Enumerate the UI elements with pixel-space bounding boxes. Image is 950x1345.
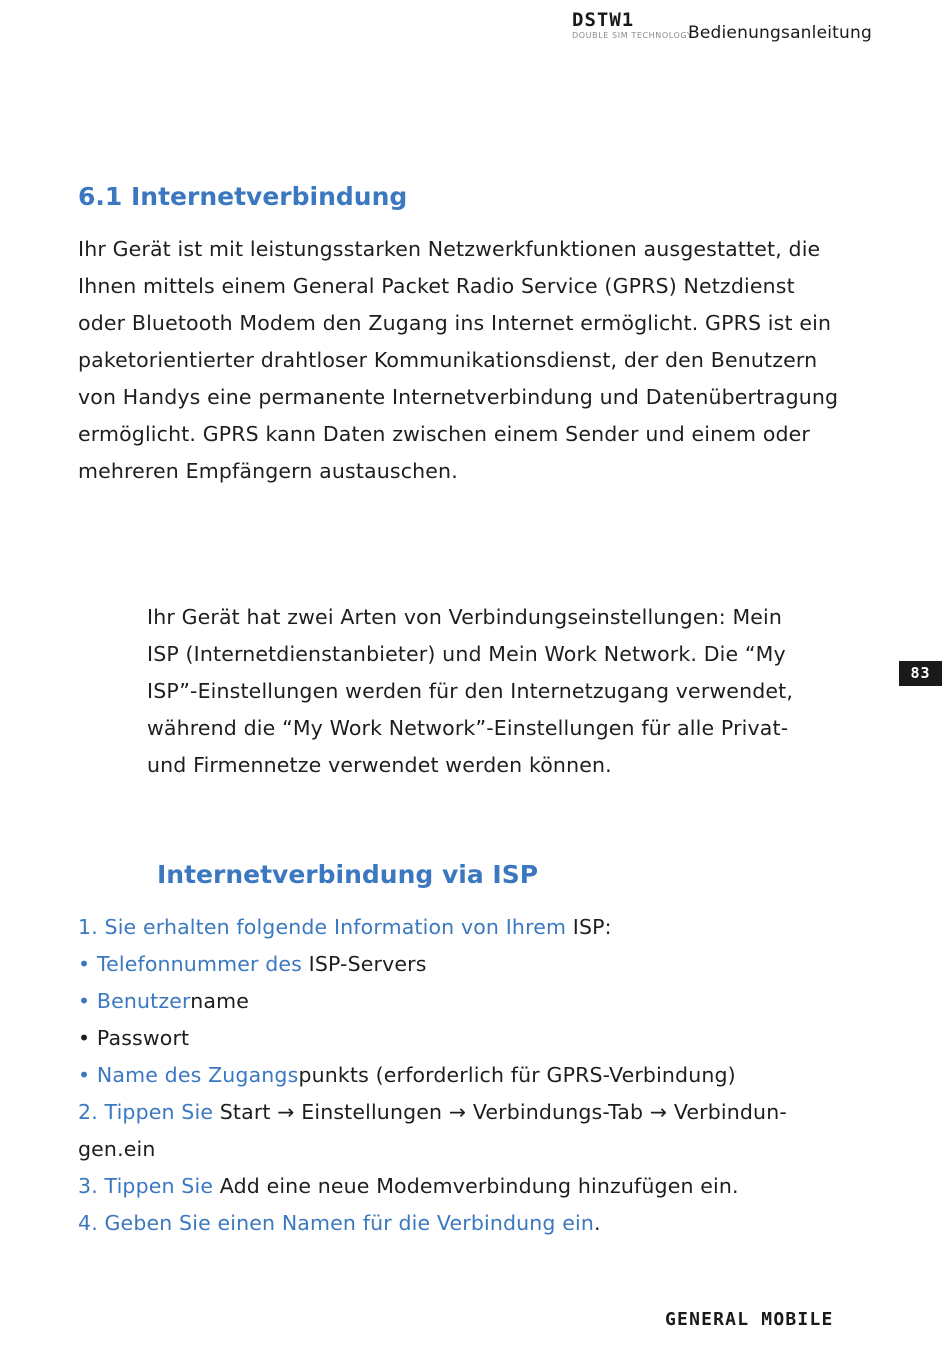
general-mobile-logo: GENERAL MOBILE [665,1309,834,1330]
step-1-text: ISP: [566,915,612,939]
intro-paragraph [78,231,838,490]
intro-line: Ihr Gerät ist mit leistungsstarken Netzwerkfunktionen ausgestattet, die [78,237,821,261]
bullet-phone-number [78,946,787,983]
step-3-highlight: 3. Tippen Sie [78,1174,214,1198]
bullet-2-highlight: • Benutzer [78,989,191,1013]
step-2-cont-text: gen.ein [78,1137,156,1161]
bullet-username [78,983,787,1020]
page-number-tab: 83 [899,661,942,686]
isp-heading: Internetverbindung via ISP [157,860,539,889]
step-3 [78,1168,787,1205]
note-line: und Firmennetze verwendet werden können. [147,753,612,777]
note-line: während die “My Work Network”-Einstellungen für alle Privat- [147,716,789,740]
note-paragraph [147,599,793,784]
step-4-text: . [594,1211,601,1235]
logo-tagline: DOUBLE SIM TECHNOLOGY [572,31,693,40]
bullet-4-highlight: • Name des Zugangs [78,1063,299,1087]
intro-line: ermöglicht. GPRS kann Daten zwischen einem Sender und einem oder [78,422,811,446]
step-4 [78,1205,787,1242]
intro-line: von Handys eine permanente Internetverbindung und Datenübertragung [78,385,839,409]
step-2-highlight: 2. Tippen Sie [78,1100,214,1124]
step-2-text: Start → Einstellungen → Verbindungs-Tab → Verbindun- [213,1100,787,1124]
dstw1-logo: DSTW1 [572,9,635,31]
bullet-access-point [78,1057,787,1094]
bullet-1-highlight: • Telefonnummer des [78,952,302,976]
bullet-password [78,1020,787,1057]
bullet-3-text: • Passwort [78,1026,190,1050]
step-3-text: Add eine neue Modemverbindung hinzufügen ein. [213,1174,739,1198]
step-2 [78,1094,787,1131]
step-2-continuation [78,1131,787,1168]
note-line: ISP”-Einstellungen werden für den Internetzugang verwendet, [147,679,793,703]
intro-line: paketorientierter drahtloser Kommunikationsdienst, der den Benutzern [78,348,818,372]
step-4-highlight: 4. Geben Sie einen Namen für die Verbindung ein [78,1211,594,1235]
bullet-4-text: punkts (erforderlich für GPRS-Verbindung) [298,1063,736,1087]
step-1 [78,909,787,946]
isp-steps-list [78,909,787,1242]
note-line: Ihr Gerät hat zwei Arten von Verbindungseinstellungen: Mein [147,605,783,629]
bullet-1-text: ISP-Servers [301,952,427,976]
intro-line: Ihnen mittels einem General Packet Radio Service (GPRS) Netzdienst [78,274,795,298]
manual-title: Bedienungsanleitung [688,23,872,43]
step-1-highlight: 1. Sie erhalten folgende Information von Ihrem [78,915,567,939]
bullet-2-text: name [190,989,249,1013]
page-header [572,10,872,46]
intro-line: mehreren Empfängern austauschen. [78,459,458,483]
intro-line: oder Bluetooth Modem den Zugang ins Internet ermöglicht. GPRS ist ein [78,311,832,335]
section-heading: 6.1 Internetverbindung [78,182,408,211]
note-line: ISP (Internetdienstanbieter) und Mein Work Network. Die “My [147,642,786,666]
